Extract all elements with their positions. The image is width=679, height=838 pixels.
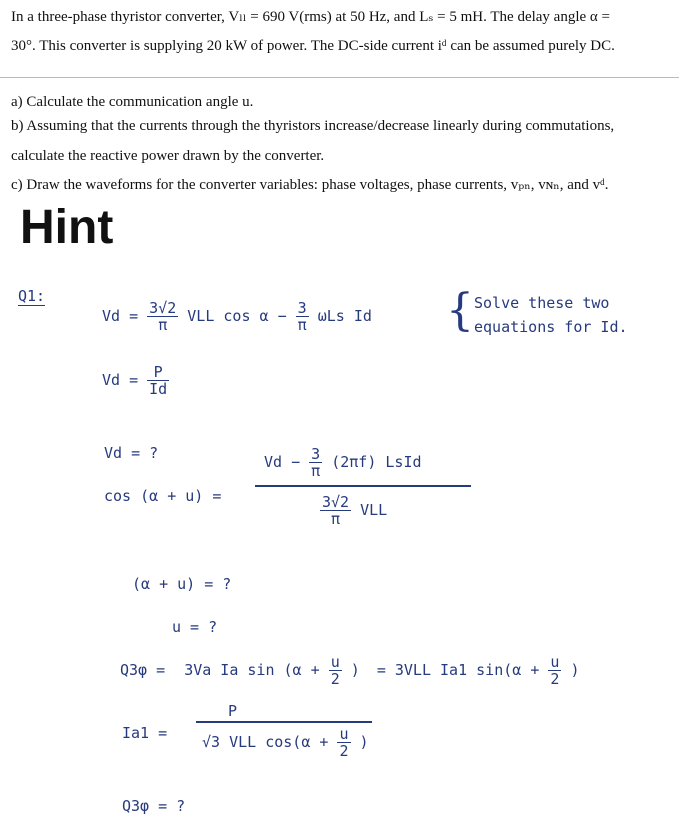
fraction-3root2-over-pi-2: $\frac{3√2}{\pi}$ [322, 493, 350, 528]
equation-q3phi-unknown: Q3φ = ? [122, 797, 186, 815]
fraction-p-over-id: $\frac{P}{Id}$ [149, 363, 168, 398]
equation-ia1-denominator: √3 VLL cos(α + $\frac{u}{2}$ ) [202, 725, 369, 760]
equation-ia1-numerator: P [228, 702, 238, 720]
fraction-3-over-pi: $\frac{3}{\pi}$ [297, 299, 307, 334]
equation-q3phi: Q3φ = 3Va Ia sin (α + $\frac{u}{2}$ ) = 3VLL Ia1 sin(α + $\frac{u}{2}$ ) [120, 653, 580, 688]
q1-label: Q1: [18, 287, 46, 305]
note-line-2: equations for Id. [474, 318, 628, 336]
part-a: a) Calculate the communication angle u. [11, 94, 254, 110]
problem-line-1: In a three-phase thyristor converter, Vₗₗ = 690 V(rms) at 50 Hz, and Lₛ = 5 mH. The delay angle α = [11, 9, 610, 25]
note-line-1: Solve these two [474, 294, 610, 312]
problem-line-2: 30°. This converter is supplying 20 kW of power. The DC-side current iᵈ can be assumed purely DC. [11, 38, 615, 54]
equation-cos-lhs: cos (α + u) = [104, 487, 222, 505]
fraction-u-over-2: $\frac{u}{2}$ [330, 653, 340, 688]
fraction-3-over-pi-2: $\frac{3}{\pi}$ [311, 445, 321, 480]
equation-cos-numerator: Vd − $\frac{3}{\pi}$ (2πf) LsId [264, 445, 422, 480]
equation-u: u = ? [172, 618, 218, 636]
equation-ia1-lhs: Ia1 = [122, 724, 168, 742]
curly-brace: { [446, 285, 474, 336]
fraction-bar-2 [196, 721, 372, 723]
equation-alpha-plus-u: (α + u) = ? [132, 575, 232, 593]
hint-title: Hint [20, 201, 114, 254]
fraction-u-over-2-b: $\frac{u}{2}$ [550, 653, 560, 688]
equation-cos-denominator: $\frac{3√2}{\pi}$ VLL [322, 493, 388, 528]
divider [0, 77, 679, 78]
equation-vd-unknown: Vd = ? [104, 444, 159, 462]
part-c: c) Draw the waveforms for the converter variables: phase voltages, phase currents, vₚₙ, vɴₙ, and vᵈ. [11, 177, 609, 193]
equation-vd-1: Vd = $\frac{3√2}{\pi}$ VLL cos α − $\frac{3}{\pi}$ ωLs Id [102, 299, 372, 334]
equation-vd-2: Vd = $\frac{P}{Id}$ [102, 363, 168, 398]
part-b-line-1: b) Assuming that the currents through the thyristors increase/decrease linearly during commutations, [11, 118, 615, 134]
fraction-u-over-2-c: $\frac{u}{2}$ [339, 725, 349, 760]
fraction-bar [255, 485, 471, 487]
part-b-line-2: calculate the reactive power drawn by the converter. [11, 148, 325, 164]
fraction-3root2-over-pi: $\frac{3√2}{\pi}$ [149, 299, 177, 334]
